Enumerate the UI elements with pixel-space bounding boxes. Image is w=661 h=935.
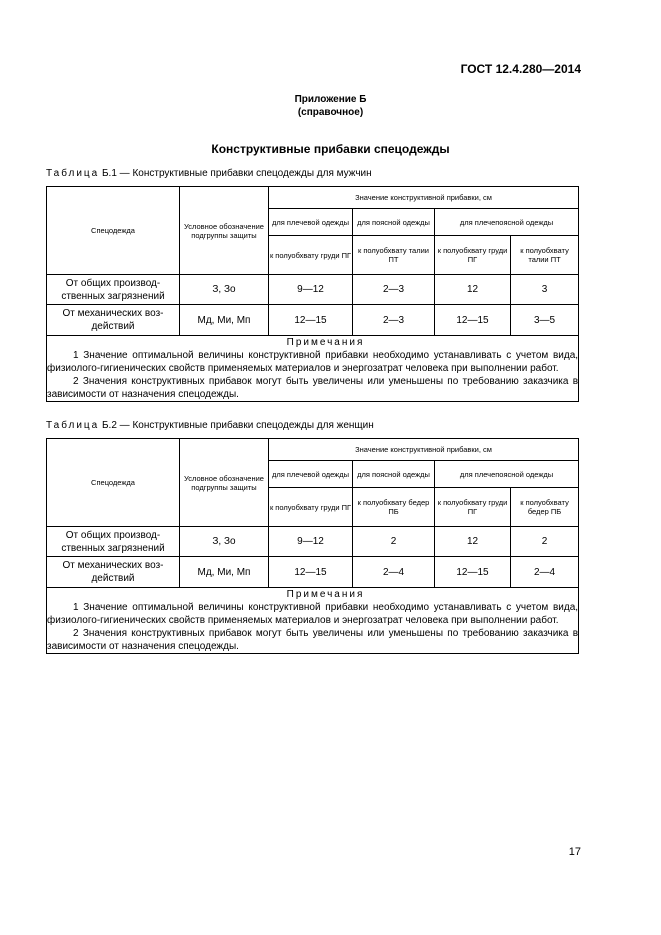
table-b1-head-c4: к полуобхвату талии ПТ [511,236,579,275]
row-garment: От общих производ-ственных загрязнений [47,527,180,557]
table-b2-head-c3: к полуобхвату груди ПГ [435,488,511,527]
row-value: 2—3 [353,275,435,305]
table-b2 [46,438,579,654]
appendix-subtitle: (справочное) [297,107,364,118]
row-value: 2—3 [353,305,435,336]
row-value: 2 [511,527,579,557]
table-row [47,527,579,557]
standard-number: ГОСТ 12.4.280—2014 [460,62,581,76]
note-1: 1 Значение оптимальной величины конструктивной прибавки необходимо устанавливать с учетом вида, физиолого-гигиенических свойств применяемых материалов и энергозатрат человека при выполнении работ. [47,350,579,374]
table-b2-head-shoulder-waist: для плечепоясной одежды [435,461,579,488]
row-value: 2—4 [353,557,435,588]
table-b1-caption-word: Таблица [46,168,100,179]
row-garment: От механических воз-действий [47,305,180,336]
row-value: 12 [435,275,511,305]
table-b2-notes [47,588,579,654]
table-b1-head-c2: к полуобхвату талии ПТ [353,236,435,275]
section-title: Конструктивные прибавки спецодежды [211,142,450,156]
row-code: З, Зо [180,275,269,305]
table-b2-head-group: Значение конструктивной прибавки, см [269,439,579,461]
note-2: 2 Значения конструктивных прибавок могут быть увеличены или уменьшены по требованию заказчика в зависимости от назначения спецодежды. [47,628,579,652]
appendix-heading [0,93,661,119]
table-b2-head-shoulder: для плечевой одежды [269,461,353,488]
row-value: 2 [353,527,435,557]
table-row [47,275,579,305]
appendix-title: Приложение Б [294,94,367,105]
table-b2-head-c4: к полуобхвату бедер ПБ [511,488,579,527]
table-b1-notes [47,336,579,402]
notes-heading: Примечания [286,589,365,600]
table-b1-caption-text: Б.1 — Конструктивные прибавки спецодежды для мужчин [99,168,372,179]
table-b2-head-waist: для поясной одежды [353,461,435,488]
row-value: 2—4 [511,557,579,588]
note-2: 2 Значения конструктивных прибавок могут быть увеличены или уменьшены по требованию заказчика в зависимости от назначения спецодежды. [47,376,579,400]
table-row [47,305,579,336]
row-code: З, Зо [180,527,269,557]
row-value: 9—12 [269,275,353,305]
table-b2-caption-word: Таблица [46,420,100,431]
table-b1-head-shoulder: для плечевой одежды [269,209,353,236]
row-value: 12—15 [435,305,511,336]
table-b2-caption [46,420,374,431]
row-code: Мд, Ми, Мп [180,305,269,336]
row-garment: От механических воз-действий [47,557,180,588]
table-b1-head-garment: Спецодежда [47,187,180,275]
row-value: 12—15 [269,557,353,588]
row-value: 12—15 [435,557,511,588]
row-garment: От общих производ-ственных загрязнений [47,275,180,305]
table-b1 [46,186,579,402]
note-1: 1 Значение оптимальной величины конструктивной прибавки необходимо устанавливать с учетом вида, физиолого-гигиенических свойств применяемых материалов и энергозатрат человека при выполнении работ. [47,602,579,626]
row-value: 3—5 [511,305,579,336]
table-b1-head-c1: к полуобхвату груди ПГ [269,236,353,275]
table-b2-caption-text: Б.2 — Конструктивные прибавки спецодежды для женщин [99,420,374,431]
row-code: Мд, Ми, Мп [180,557,269,588]
table-b2-head-garment: Спецодежда [47,439,180,527]
table-b1-head-group: Значение конструктивной прибавки, см [269,187,579,209]
table-b1-head-shoulder-waist: для плечепоясной одежды [435,209,579,236]
table-row [47,557,579,588]
notes-heading: Примечания [286,337,365,348]
table-b2-head-c2: к полуобхвату бедер ПБ [353,488,435,527]
row-value: 3 [511,275,579,305]
table-b2-head-c1: к полуобхвату груди ПГ [269,488,353,527]
table-b1-caption [46,168,372,179]
table-b1-head-code: Условное обозначение подгруппы защиты [180,187,269,275]
table-b1-head-c3: к полуобхвату груди ПГ [435,236,511,275]
row-value: 9—12 [269,527,353,557]
table-b1-head-waist: для поясной одежды [353,209,435,236]
page-number: 17 [568,846,581,858]
table-b2-head-code: Условное обозначение подгруппы защиты [180,439,269,527]
row-value: 12—15 [269,305,353,336]
row-value: 12 [435,527,511,557]
